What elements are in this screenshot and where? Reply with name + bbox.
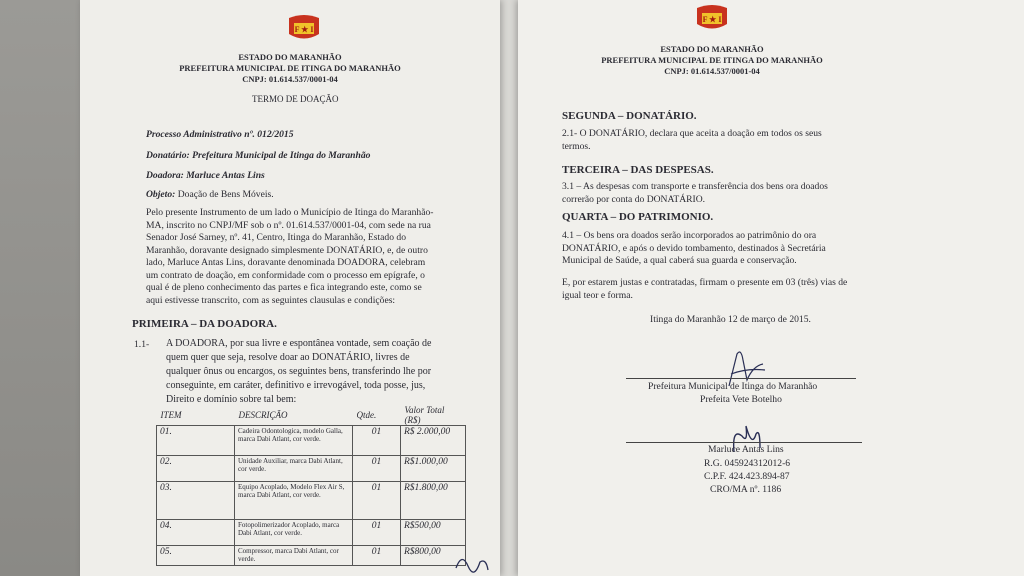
- table-row: [157, 482, 466, 520]
- column-header-item: ITEM: [157, 405, 235, 426]
- table-row: [157, 426, 466, 456]
- clause-line: A DOADORA, por sua livre e espontânea vontade, sem coação de: [166, 338, 432, 349]
- closing-paragraph: [562, 277, 982, 302]
- segunda-section-title: SEGUNDA – DONATÁRIO.: [562, 110, 697, 122]
- item-value: R$1.800,00: [401, 482, 466, 520]
- terceira-line: 3.1 – As despesas com transporte e transferência dos bens ora doados: [562, 181, 828, 192]
- clause-paragraph: [166, 337, 466, 407]
- segunda-line: 2.1- O DONATÁRIO, declara que aceita a doação em todos os seus: [562, 128, 822, 139]
- coat-of-arms-logo: [286, 12, 322, 44]
- document-title: TERMO DE DOAÇÃO: [252, 94, 339, 104]
- initials-signature: [452, 548, 492, 574]
- item-description: Compressor, marca Dabi Atlant, cor verde.: [235, 546, 353, 566]
- donor-name: Marluce Antas Lins: [708, 444, 784, 455]
- signature-line-donor: [626, 442, 862, 443]
- doadora-label: Doadora:: [146, 170, 184, 181]
- intro-line: qual é de pleno conhecimento das partes e fica integrando este, como se: [146, 282, 422, 293]
- item-value: R$ 2.000,00: [401, 426, 466, 456]
- clause-number: 1.1-: [134, 339, 150, 350]
- objeto-value: Doação de Bens Móveis.: [177, 189, 274, 200]
- intro-line: aqui estivesse transcrito, com as seguintes clausulas e condições:: [146, 294, 396, 306]
- document-page-right: [518, 0, 1024, 576]
- donatario-label: Donatário:: [146, 150, 190, 161]
- table-row: [157, 546, 466, 566]
- clause-line: qualquer ônus ou encargos, os seguintes bens, transferindo lhe por: [166, 366, 432, 377]
- table-row: [157, 456, 466, 482]
- coat-of-arms-logo: [694, 2, 730, 34]
- item-description: Unidade Auxiliar, marca Dabi Atlant, cor verde.: [235, 456, 353, 482]
- item-number: 02.: [157, 456, 235, 482]
- item-value: R$1.000,00: [401, 456, 466, 482]
- item-number: 04.: [157, 520, 235, 546]
- objeto-label: Objeto:: [146, 189, 176, 200]
- donor-rg: R.G. 045924312012-6: [704, 458, 791, 469]
- item-value: R$500,00: [401, 520, 466, 546]
- signature-line-mayor: [626, 378, 856, 379]
- item-description: Fotopolimerizador Acoplado, marca Dabi Atlant, cor verde.: [235, 520, 353, 546]
- donatario-line: [146, 150, 370, 163]
- letterhead: [562, 44, 862, 77]
- intro-line: um contrato de doação, em conformidade com o processo em epígrafe, o: [146, 269, 425, 281]
- column-header-descricao: DESCRIÇÃO: [235, 405, 353, 426]
- letterhead-prefeitura: PREFEITURA MUNICIPAL DE ITINGA DO MARANHÃO: [179, 63, 401, 73]
- mayor-institution: Prefeitura Municipal de Itinga do Maranhão: [648, 381, 818, 392]
- letterhead: [140, 52, 440, 85]
- clause-line: Direito e domínio sobre tal bem:: [166, 394, 297, 405]
- closing-line: igual teor e forma.: [562, 289, 633, 301]
- item-number: 01.: [157, 426, 235, 456]
- svg-text:F ★ I: F ★ I: [702, 15, 722, 24]
- item-description: Cadeira Odontologica, modelo Galla, marca Dabi Atlant, cor verde.: [235, 426, 353, 456]
- quarta-paragraph: [562, 230, 952, 268]
- intro-line: MA, inscrito no CNPJ/MF sob o nº. 01.614.537/0001-04, com sede na rua: [146, 219, 431, 231]
- donor-cpf: C.P.F. 424.423.894-87: [704, 471, 790, 482]
- item-quantity: 01: [353, 482, 401, 520]
- table-header-row: [157, 405, 466, 426]
- terceira-section-title: TERCEIRA – DAS DESPESAS.: [562, 164, 714, 176]
- intro-line: Senador José Sarney, nº. 41, Centro, Itinga do Maranhão, Estado do: [146, 232, 406, 243]
- intro-line: lado, Marluce Antas Lins, doravante denominada DOADORA, celebram: [146, 257, 426, 268]
- quarta-line: Municipal de Saúde, a qual caberá sua guarda e conservação.: [562, 255, 797, 266]
- svg-text:F ★ I: F ★ I: [294, 25, 314, 34]
- donatario-value: Prefeitura Municipal de Itinga do Maranhão: [192, 150, 371, 161]
- document-page-left: [80, 0, 500, 576]
- letterhead-state: ESTADO DO MARANHÃO: [238, 52, 342, 62]
- item-quantity: 01: [353, 546, 401, 566]
- quarta-section-title: QUARTA – DO PATRIMONIO.: [562, 211, 714, 223]
- clause-line: quem quer que seja, resolve doar ao DONATÁRIO, livres de: [166, 352, 410, 363]
- column-header-valor: Valor Total (R$): [401, 405, 466, 426]
- letterhead-cnpj: CNPJ: 01.614.537/0001-04: [242, 74, 338, 84]
- doadora-value: Marluce Antas Lins: [186, 170, 265, 181]
- closing-line: E, por estarem justas e contratadas, firmam o presente em 03 (três) vias de: [562, 277, 848, 288]
- donor-cro: CRO/MA nº. 1186: [710, 484, 782, 495]
- terceira-line: correrão por conta do DONATÁRIO.: [562, 193, 706, 205]
- quarta-line: 4.1 – Os bens ora doados serão incorporados ao patrimônio do ora: [562, 230, 817, 241]
- letterhead-prefeitura: PREFEITURA MUNICIPAL DE ITINGA DO MARANHÃO: [601, 55, 823, 65]
- intro-line: Pelo presente Instrumento de um lado o Município de Itinga do Maranhão-: [146, 207, 434, 218]
- items-table: [156, 405, 466, 566]
- segunda-line: termos.: [562, 140, 591, 152]
- item-quantity: 01: [353, 426, 401, 456]
- segunda-paragraph: [562, 128, 942, 153]
- item-quantity: 01: [353, 520, 401, 546]
- mayor-name: Prefeita Vete Botelho: [700, 394, 782, 405]
- column-header-qtde: Qtde.: [353, 405, 401, 426]
- processo-line: Processo Administrativo nº. 012/2015: [146, 129, 294, 140]
- date-place: Itinga do Maranhão 12 de março de 2015.: [650, 314, 811, 325]
- intro-line: Maranhão, doravante designado simplesmente DONATÁRIO, e, de outro: [146, 244, 428, 256]
- letterhead-cnpj: CNPJ: 01.614.537/0001-04: [664, 66, 760, 76]
- clause-line: conseguinte, em caráter, definitivo e irrevogável, toda posse, jus,: [166, 380, 426, 391]
- quarta-line: DONATÁRIO, e após o devido tombamento, destinados à Secretária: [562, 242, 826, 254]
- item-description: Equipo Acoplado, Modelo Flex Air S, marca Dabi Atlant, cor verde.: [235, 482, 353, 520]
- page-gap: [500, 0, 518, 576]
- terceira-paragraph: [562, 181, 952, 206]
- intro-paragraph: [146, 207, 476, 307]
- objeto-line: [146, 189, 274, 202]
- item-value: R$800,00: [401, 546, 466, 566]
- doadora-line: [146, 170, 265, 183]
- primeira-section-title: PRIMEIRA – DA DOADORA.: [132, 318, 277, 330]
- item-quantity: 01: [353, 456, 401, 482]
- item-number: 05.: [157, 546, 235, 566]
- letterhead-state: ESTADO DO MARANHÃO: [660, 44, 764, 54]
- item-number: 03.: [157, 482, 235, 520]
- table-row: [157, 520, 466, 546]
